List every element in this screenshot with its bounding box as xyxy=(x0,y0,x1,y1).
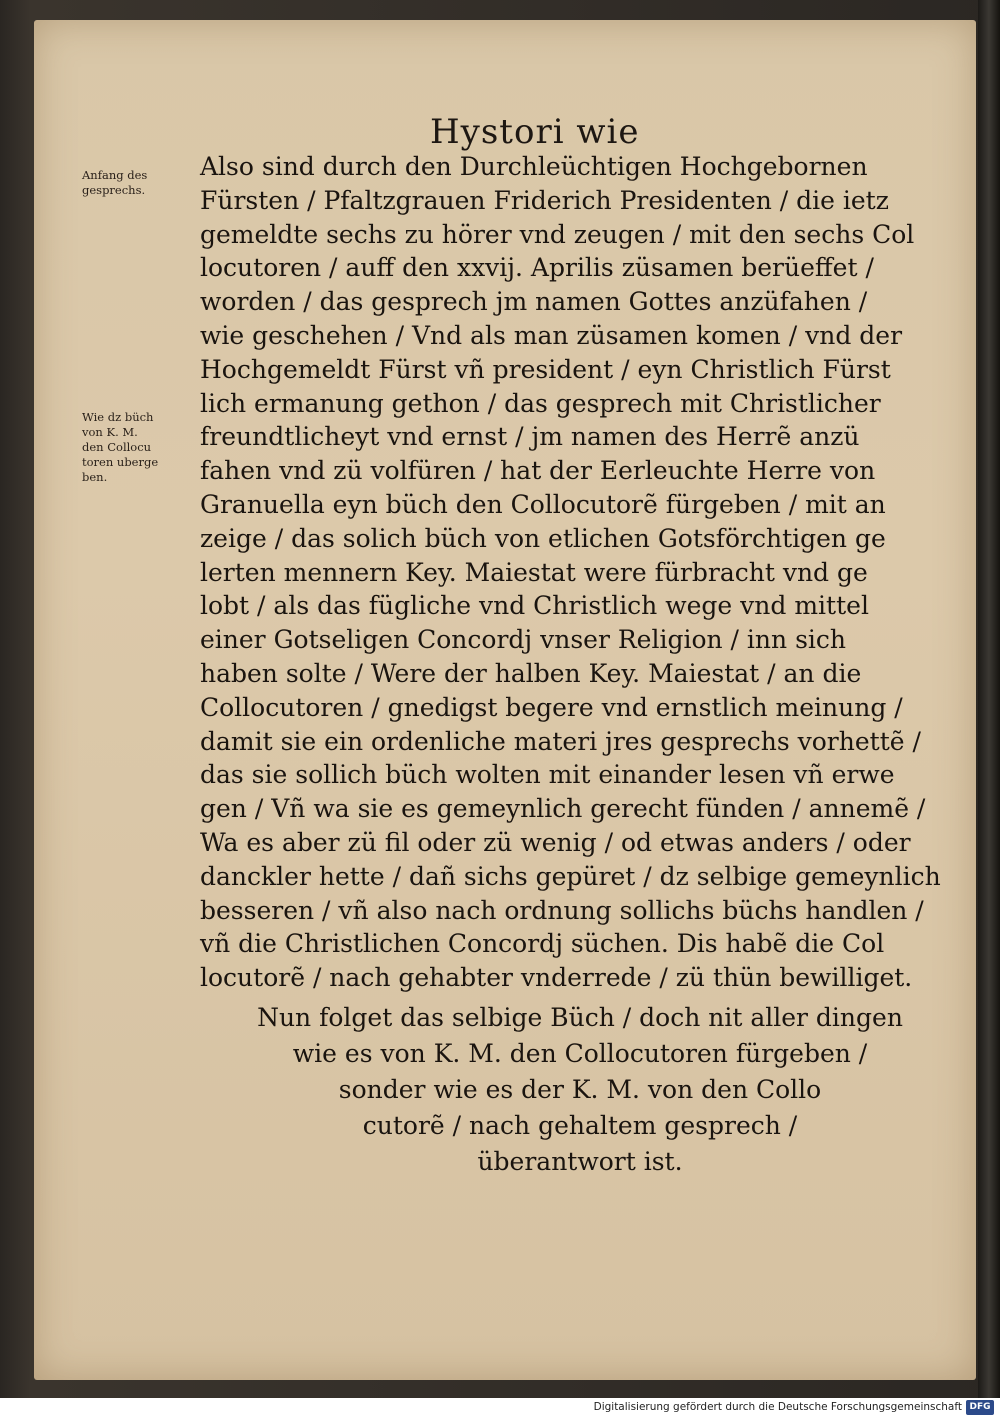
marginal-note-beginning xyxy=(82,168,194,198)
marginal-note-line: von K. M. xyxy=(82,425,138,439)
text-line: locutorẽ / nach gehabter vnderrede / zü thün bewilliget. xyxy=(200,963,913,993)
closing-line: überantwort ist. xyxy=(477,1147,683,1176)
closing-paragraph xyxy=(200,1000,960,1180)
text-line: vñ die Christlichen Concordj süchen. Dis habẽ die Col xyxy=(200,929,885,959)
text-line: Collocutoren / gnedigst begere vnd ernstlich meinung / xyxy=(200,692,903,722)
text-line: worden / das gesprech jm namen Gottes anzüfahen / xyxy=(200,287,868,317)
text-line: lich ermanung gethon / das gesprech mit Christlicher xyxy=(200,388,881,418)
closing-line: cutorẽ / nach gehaltem gesprech / xyxy=(362,1111,798,1140)
marginal-note-line: gesprechs. xyxy=(82,183,146,197)
text-line: danckler hette / dañ sichs gepüret / dz selbige gemeynlich xyxy=(200,861,941,891)
text-line: damit sie ein ordenliche materi jres gesprechs vorhettẽ / xyxy=(200,726,921,756)
text-line: wie geschehen / Vnd als man züsamen komen / vnd der xyxy=(200,320,903,350)
text-line: einer Gotseligen Concordj vnser Religion / inn sich xyxy=(200,625,846,655)
closing-line: wie es von K. M. den Collocutoren fürgeben / xyxy=(292,1039,868,1068)
closing-line: Nun folget das selbige Büch / doch nit aller dingen xyxy=(257,1003,903,1032)
text-line: zeige / das solich büch von etlichen Gotsförchtigen ge xyxy=(200,523,886,553)
marginal-note-line: den Collocu xyxy=(82,440,152,454)
text-line: das sie sollich büch wolten mit einander lesen vñ erwe xyxy=(200,760,895,790)
text-line: gen / Vñ wa sie es gemeynlich gerecht fünden / annemẽ / xyxy=(200,794,926,824)
text-line: Wa es aber zü fil oder zü wenig / od etwas anders / oder xyxy=(200,827,911,857)
text-line: gemeldte sechs zu hörer vnd zeugen / mit den sechs Col xyxy=(200,219,915,249)
main-text-block xyxy=(200,150,950,995)
dfg-logo: DFG xyxy=(966,1400,994,1415)
closing-line: sonder wie es der K. M. von den Collo xyxy=(338,1075,822,1104)
marginal-note-book xyxy=(82,410,194,485)
text-line: haben solte / Were der halben Key. Maiestat / an die xyxy=(200,658,862,688)
footer-bar xyxy=(0,1398,1000,1418)
running-head: Hystori wie xyxy=(430,112,640,152)
marginal-note-line: Anfang des xyxy=(82,168,148,182)
text-line: Hochgemeldt Fürst vñ president / eyn Christlich Fürst xyxy=(200,354,891,384)
text-line: locutoren / auff den xxvij. Aprilis züsamen berüeffet / xyxy=(200,253,874,283)
text-line: fahen vnd zü volfüren / hat der Eerleuchte Herre von xyxy=(200,456,876,486)
text-line: freundtlicheyt vnd ernst / jm namen des Herrẽ anzü xyxy=(200,422,860,452)
text-line: Also sind durch den Durchleüchtigen Hochgebornen xyxy=(200,152,868,181)
text-line: Fürsten / Pfaltzgrauen Friderich Presidenten / die ietz xyxy=(200,185,889,215)
marginal-note-line: Wie dz büch xyxy=(82,410,154,424)
book-edge xyxy=(978,0,1000,1398)
text-line: lerten mennern Key. Maiestat were fürbracht vnd ge xyxy=(200,557,868,587)
text-line: besseren / vñ also nach ordnung sollichs büchs handlen / xyxy=(200,895,924,925)
text-line: lobt / als das fügliche vnd Christlich wege vnd mittel xyxy=(200,591,869,621)
text-line: Granuella eyn büch den Collocutorẽ fürgeben / mit an xyxy=(200,489,886,519)
digitization-credit: Digitalisierung gefördert durch die Deutsche Forschungsgemeinschaft xyxy=(593,1401,962,1413)
marginal-note-line: toren uberge xyxy=(82,455,159,469)
marginal-note-line: ben. xyxy=(82,470,108,484)
